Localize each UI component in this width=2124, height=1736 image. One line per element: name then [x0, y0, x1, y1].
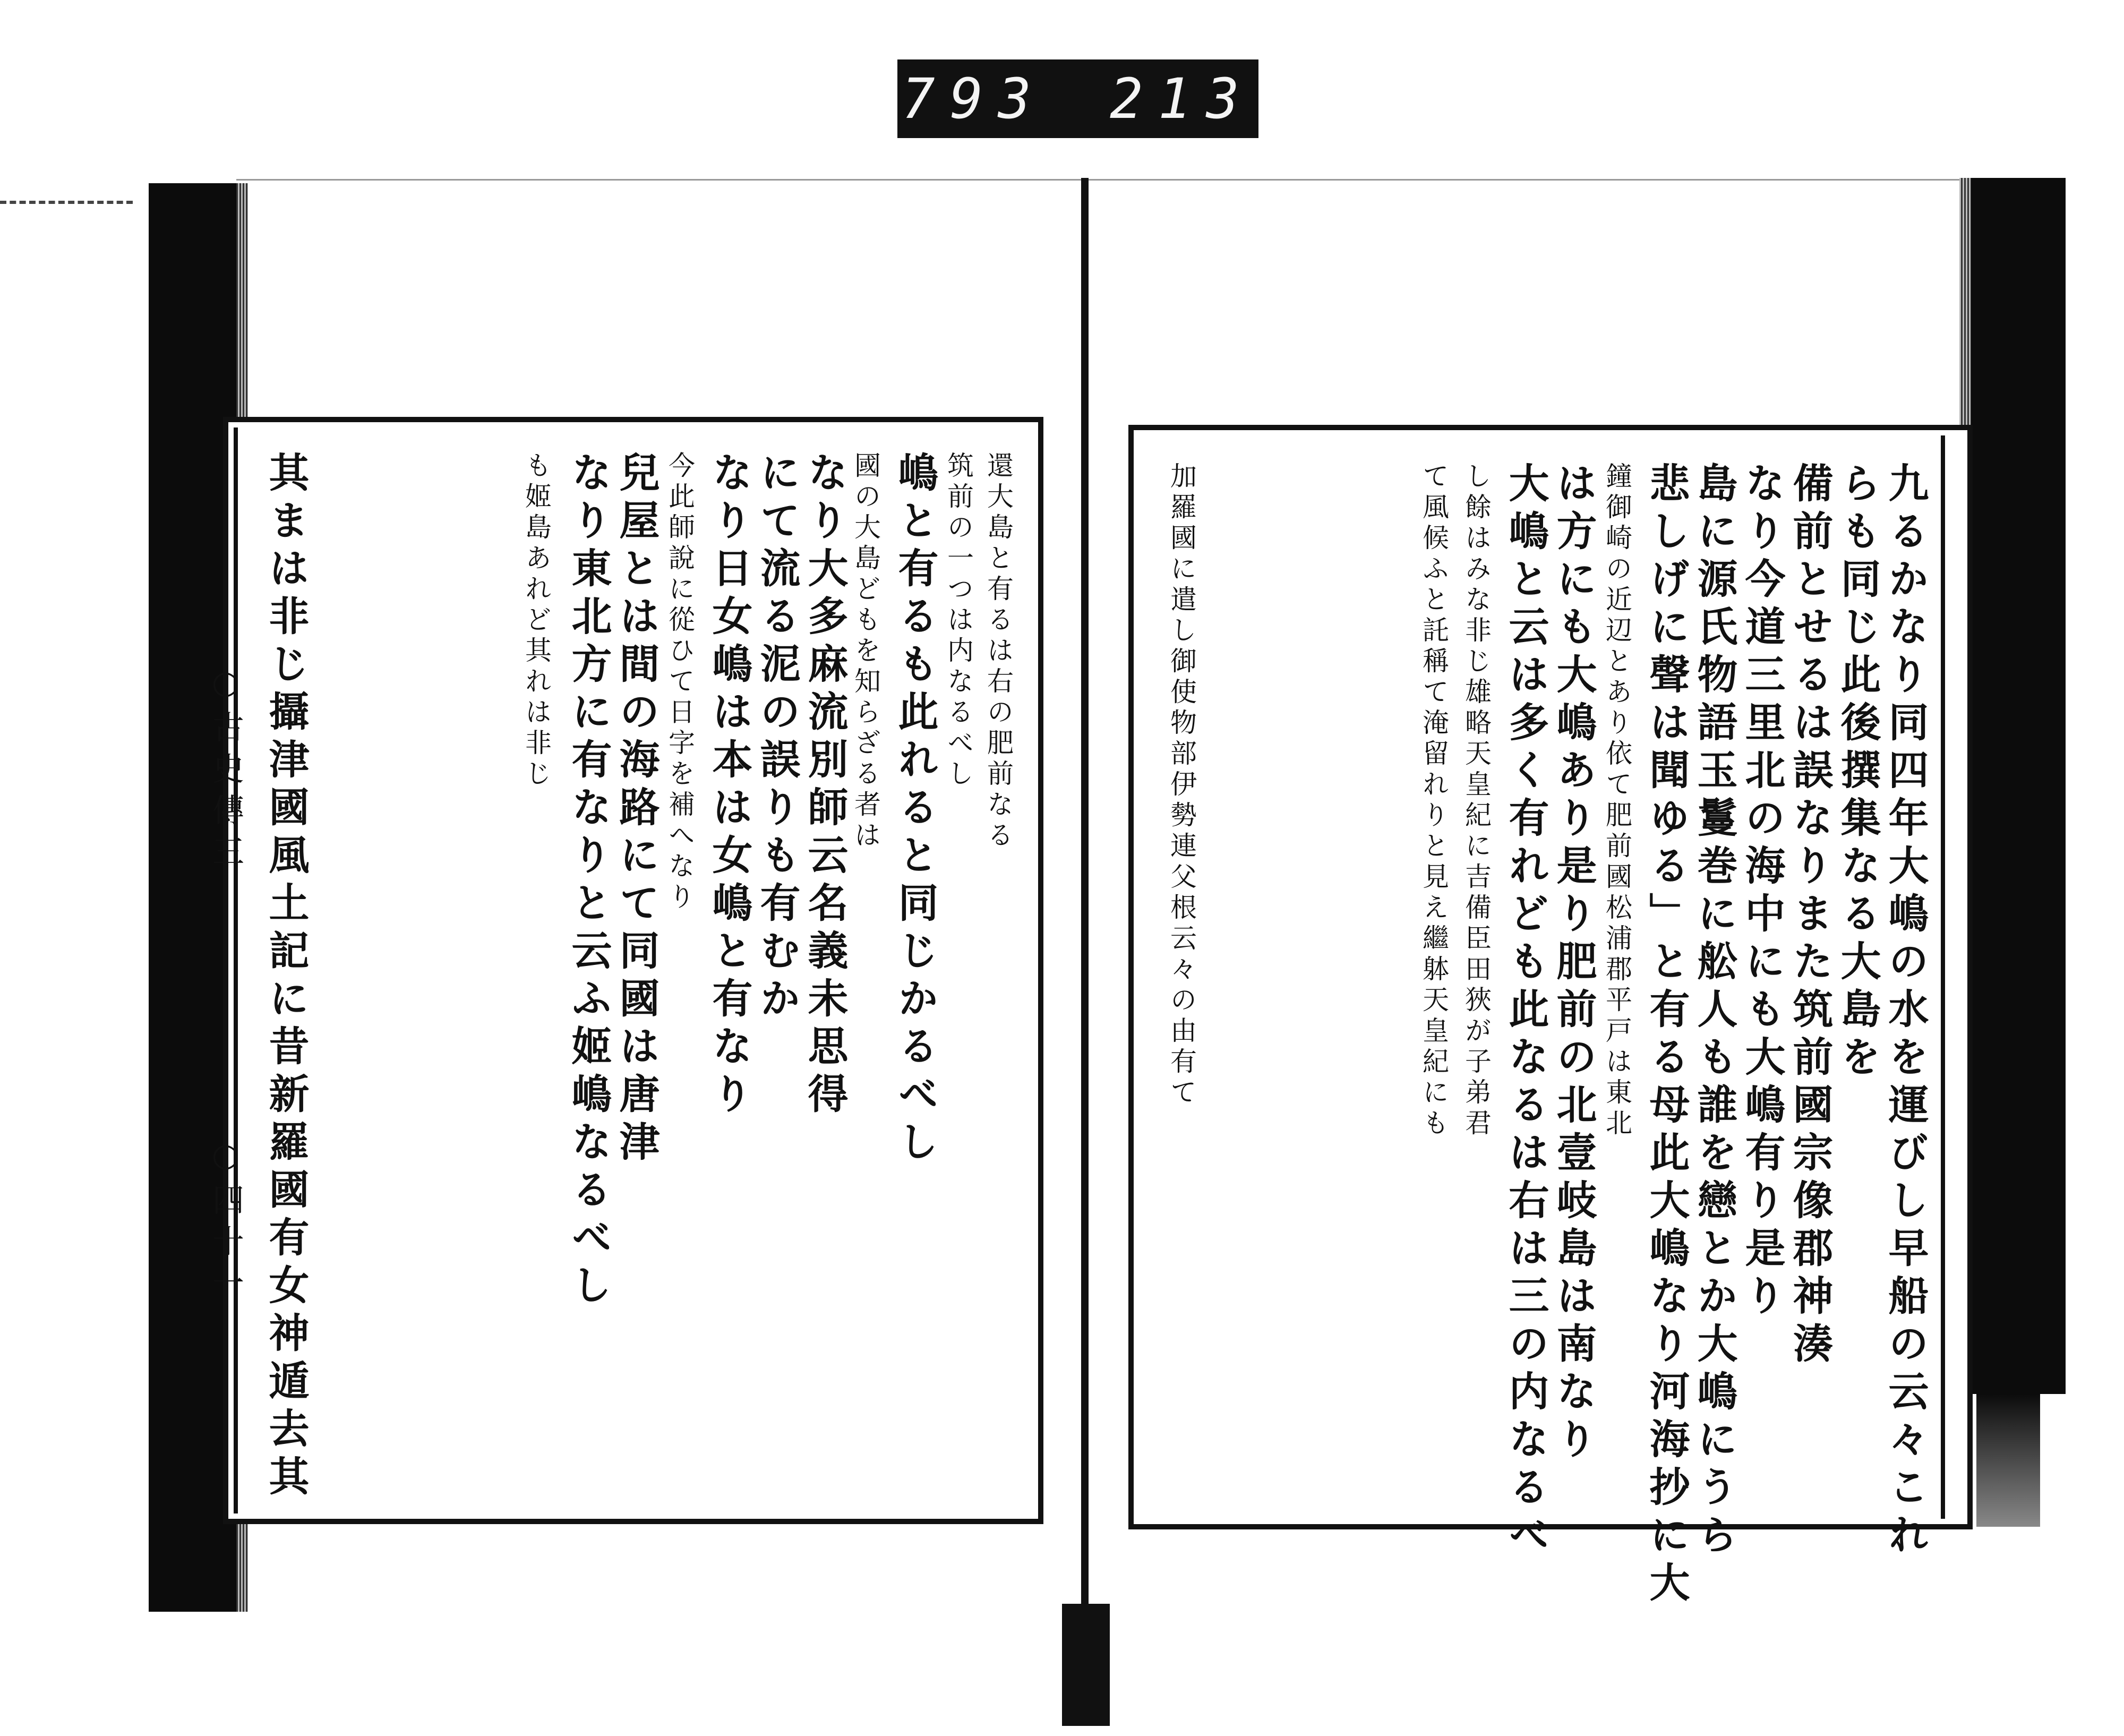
text-column: し餘はみな非じ雄略天皇紀に吉備臣田狹が子弟君 — [1461, 462, 1492, 1140]
film-number-left: 793 — [902, 66, 1046, 131]
text-column: 大嶋と云は多く有れども此なるは右は三の内なるべ — [1502, 462, 1549, 1561]
film-number-right: 213 — [1110, 66, 1254, 131]
text-column: 備前とせるは誤なりまた筑前國宗像郡神湊 — [1786, 462, 1834, 1370]
text-column: 鐘御崎の近辺とあり依て肥前國松浦郡平戸は東北 — [1601, 462, 1632, 1140]
text-column: にて流る泥の誤りも有むか — [753, 451, 801, 1025]
text-column: 其まは非じ攝津國風土記に昔新羅國有女神遁去其 — [262, 451, 310, 1503]
text-column: 今此師說に從ひて日字を補へなり — [664, 451, 695, 913]
scan-mark — [0, 201, 133, 205]
text-column: 悲しげに聲は聞ゆる」と有る母此大嶋なり河海抄に大 — [1643, 462, 1690, 1609]
text-column: なり日女嶋は本は女嶋と有なり — [706, 451, 753, 1121]
left-page-inner-rule — [234, 427, 238, 1513]
film-frame-label — [897, 59, 1258, 138]
text-column: なり東北方に有なりと云ふ姬嶋なるべし — [565, 451, 612, 1312]
right-edge-shadow — [1976, 1394, 2040, 1527]
folio: ○四十一 — [207, 1136, 244, 1307]
text-column: 還大島と有るは右の肥前なる — [983, 451, 1014, 852]
text-column: 兒屋とは間の海路にて同國は唐津 — [613, 451, 660, 1168]
gutter-clip — [1062, 1604, 1110, 1726]
text-column: て風候ふと託稱て淹留れりと見え繼躰天皇紀にも — [1418, 462, 1449, 1140]
book-top-edge — [236, 179, 1967, 181]
text-column: は方にも大嶋あり是り肥前の北壹岐島は南なり — [1550, 462, 1597, 1466]
text-column: らも同じ此後撰集なる大島を — [1834, 462, 1881, 1083]
text-column: も姬島あれど其れは非じ — [521, 451, 552, 790]
text-column: 國の大島どもを知らざる者は — [850, 451, 881, 852]
text-column: 嶋と有るも此れると同じかるべし — [892, 451, 939, 1168]
text-column: 九るかなり同四年大嶋の水を運びし早船の云々これ — [1882, 462, 1929, 1561]
book-gutter — [1081, 178, 1089, 1612]
right-book-edge — [1971, 178, 2066, 1394]
running-head: ○古史傳三 — [207, 664, 244, 876]
text-column: 加羅國に遣し御使物部伊勢連父根云々の由有て — [1166, 462, 1197, 1109]
right-page-inner-rule — [1941, 435, 1945, 1519]
text-column: なり今道三里北の海中にも大嶋有り是り — [1738, 462, 1786, 1322]
text-column: 島に源氏物語玉鬘巻に舩人も誰を戀とか大嶋にうら — [1691, 462, 1738, 1561]
text-column: 筑前の一つは内なるべし — [943, 451, 974, 790]
text-column: なり大多麻流別師云名義未思得 — [801, 451, 849, 1121]
